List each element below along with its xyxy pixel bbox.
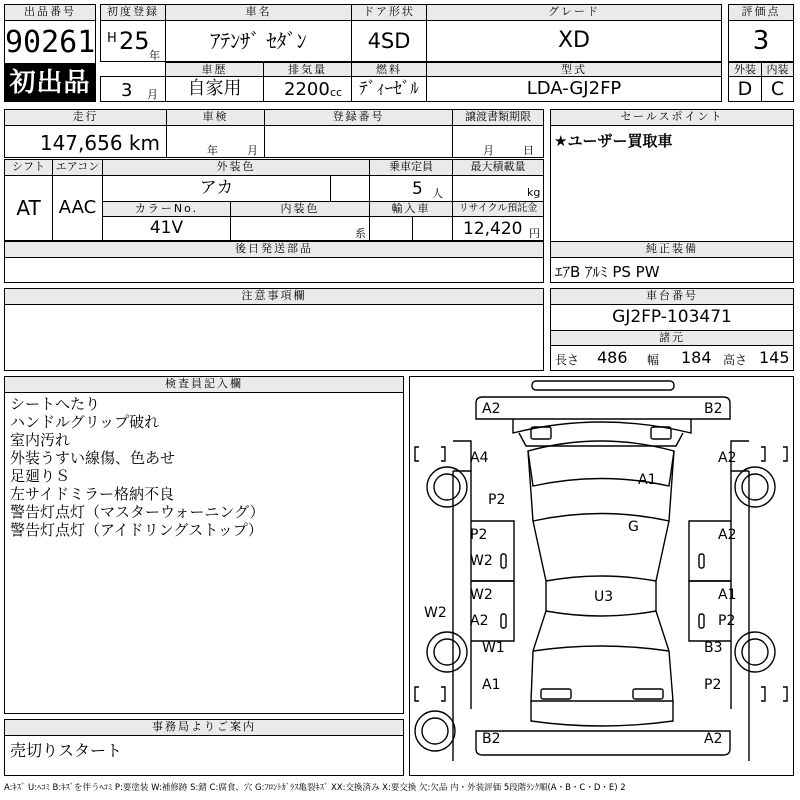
notes-label: 注意事項欄	[4, 288, 544, 305]
door-type: 4SD	[351, 20, 427, 62]
inspector-note-line: 警告灯点灯（アイドリングストップ）	[10, 521, 263, 539]
overall-score: 3	[728, 20, 794, 62]
max-load-label: 最大積載量	[452, 159, 544, 176]
max-load-cell	[452, 175, 544, 202]
recycle-fee-cell	[452, 216, 544, 241]
length-value: 486	[597, 348, 628, 367]
door-type-label: ドア形状	[351, 4, 427, 21]
displacement-cell	[263, 76, 352, 102]
damage-windshield: G	[628, 519, 639, 535]
chassis-number: GJ2FP-103471	[550, 304, 794, 331]
first-registration-label: 初度登録	[100, 4, 166, 21]
max-load-unit: kg	[527, 186, 541, 199]
damage-left-front-area: P2	[488, 492, 506, 508]
damage-front-right: B2	[704, 401, 723, 417]
damage-hood: A1	[638, 472, 657, 488]
later-parts-box	[4, 257, 544, 283]
year-unit: 年	[149, 49, 160, 62]
inspection-year-unit: 年	[207, 144, 218, 157]
exterior-color-extra-cell	[330, 175, 370, 202]
era-letter: H	[107, 31, 117, 46]
transfer-deadline-cell	[452, 125, 544, 158]
damage-left-sill: W2	[424, 605, 447, 621]
transfer-month-unit: 月	[483, 144, 494, 157]
capacity: 5	[412, 179, 423, 199]
new-listing-badge: 初出品	[4, 64, 96, 102]
lot-number-label: 出品番号	[4, 4, 96, 21]
registration-number-cell	[264, 125, 453, 158]
car-name: ｱﾃﾝｻﾞ ｾﾀﾞﾝ	[165, 20, 352, 62]
notes-box	[4, 304, 544, 371]
inspector-note-line: 外装うすい線傷、色あせ	[10, 449, 176, 467]
car-outline	[410, 377, 793, 775]
damage-right-front-door: A2	[718, 527, 737, 543]
exterior-grade: D	[728, 76, 762, 102]
length-label: 長さ	[555, 353, 580, 367]
first-registration-month-cell	[100, 76, 166, 102]
damage-roof: U3	[594, 589, 614, 605]
damage-front-left: A2	[482, 401, 501, 417]
office-notice-box	[4, 735, 404, 776]
exterior-grade-label: 外装	[728, 62, 762, 77]
mileage-label: 走行	[4, 109, 167, 126]
grade: XD	[426, 20, 722, 62]
inspector-note-line: シートへたり	[10, 395, 101, 413]
inspector-note-line: 警告灯点灯（マスターウォーニング）	[10, 503, 265, 521]
inspection-cell	[166, 125, 265, 158]
damage-left-fender: A4	[470, 450, 489, 466]
damage-legend: A:ｷｽﾞ U:ﾍｺﾐ B:ｷｽﾞを伴うﾍｺﾐ P:要塗装 W:補修跡 S:錆 C:腐食、穴 G:ﾌﾛﾝﾄｶﾞﾗｽ亀裂ｷｽﾞ XX:交換済み X:要交換 欠:欠品 内・外装評価 5段階ﾗﾝｸ順(A・B・C・D・E) 2	[4, 783, 626, 793]
displacement-label: 排気量	[263, 62, 352, 77]
import-cell-1	[369, 216, 413, 241]
inspector-notes-box	[4, 392, 404, 714]
vehicle-history: 自家用	[165, 76, 264, 102]
lot-number: 90261	[5, 25, 96, 60]
import-cell-2	[412, 216, 453, 241]
damage-left-front-door-repair: W2	[470, 553, 493, 569]
genuine-equipment-box	[550, 257, 794, 283]
inspector-notes-label: 検査員記入欄	[4, 376, 404, 393]
grade-label: グレード	[426, 4, 722, 21]
recycle-fee: 12,420	[463, 219, 523, 239]
chassis-number-label: 車台番号	[550, 288, 794, 305]
interior-grade-label: 内装	[761, 62, 794, 77]
dimensions-box	[550, 345, 794, 371]
inspector-note-line: ハンドルグリップ破れ	[10, 413, 160, 431]
sales-point-label: セールスポイント	[550, 109, 794, 126]
damage-rear-left: B2	[482, 731, 501, 747]
genuine-equipment-label: 純正装備	[550, 241, 794, 258]
history-label: 車歴	[165, 62, 264, 77]
specs-label: 諸元	[550, 330, 794, 346]
interior-color-cell	[230, 216, 370, 241]
height-value: 145	[759, 348, 790, 367]
damage-rear-right: A2	[704, 731, 723, 747]
damage-left-rear-door: A2	[470, 613, 489, 629]
damage-right-rear-door: A1	[718, 587, 737, 603]
shift-label: シフト	[4, 159, 53, 176]
recycle-fee-label: リサイクル預託金	[452, 201, 544, 217]
damage-left-rear-fender: A1	[482, 677, 501, 693]
interior-color-label: 内装色	[230, 201, 370, 217]
registration-year: 25	[119, 27, 150, 55]
inspector-notes-list	[10, 395, 265, 539]
month-unit: 月	[147, 88, 158, 101]
damage-diagram	[409, 376, 794, 776]
aircon-label: エアコン	[52, 159, 103, 176]
shift: AT	[4, 175, 53, 241]
registration-number-label: 登録番号	[264, 109, 453, 126]
capacity-label: 乗車定員	[369, 159, 453, 176]
inspection-label: 車検	[166, 109, 265, 126]
capacity-cell	[369, 175, 453, 202]
recycle-fee-unit: 円	[529, 227, 540, 240]
genuine-equipment: ｴｱB ｱﾙﾐ PS PW	[555, 263, 660, 281]
first-registration-year-cell	[100, 20, 166, 62]
damage-left-rear-fender-repair: W1	[482, 640, 505, 656]
car-name-label: 車名	[165, 4, 352, 21]
lot-number-cell	[4, 20, 96, 64]
height-label: 高さ	[723, 353, 748, 367]
sales-point-text: ★ユーザー買取車	[554, 132, 673, 150]
damage-right-rear-fender: B3	[704, 640, 723, 656]
inspector-note-line: 左サイドミラー格納不良	[10, 485, 174, 503]
color-number-label: カラーNo.	[102, 201, 231, 217]
exterior-color-label: 外装色	[102, 159, 370, 176]
damage-right-rear-fender-paint: P2	[704, 677, 722, 693]
inspection-month-unit: 月	[247, 144, 258, 157]
transfer-day-unit: 日	[523, 144, 534, 157]
import-label: 輸入車	[369, 201, 453, 217]
inspector-note-line: 室内汚れ	[10, 431, 71, 449]
damage-left-rear-door-repair: W2	[470, 587, 493, 603]
model-code: LDA-GJ2FP	[426, 76, 722, 102]
transfer-deadline-label: 譲渡書類期限	[452, 109, 544, 126]
aircon: AAC	[52, 175, 103, 241]
sales-point-box	[550, 125, 794, 243]
fuel-type: ﾃﾞｨｰｾﾞﾙ	[351, 76, 427, 102]
width-label: 幅	[647, 353, 660, 367]
fuel-label: 燃料	[351, 62, 427, 77]
exterior-color: アカ	[102, 175, 331, 202]
mileage-cell	[4, 125, 167, 158]
damage-right-rear-door-paint: P2	[718, 613, 736, 629]
interior-color-unit: 系	[355, 227, 366, 240]
damage-right-fender: A2	[718, 450, 737, 466]
displacement: 2200	[284, 79, 330, 100]
registration-month: 3	[121, 80, 133, 101]
width-value: 184	[681, 348, 712, 367]
capacity-unit: 人	[432, 187, 443, 200]
office-notice-label: 事務局よりご案内	[4, 719, 404, 736]
score-label: 評価点	[728, 4, 794, 21]
damage-left-front-door: P2	[470, 527, 488, 543]
color-number: 41V	[102, 216, 231, 241]
inspector-note-line: 足廻りＳ	[10, 467, 71, 485]
model-code-label: 型式	[426, 62, 722, 77]
office-notice-text: 売切りスタート	[10, 741, 123, 760]
later-parts-label: 後日発送部品	[4, 241, 544, 258]
displacement-unit: cc	[330, 86, 343, 99]
mileage: 147,656 km	[39, 131, 160, 155]
interior-grade: C	[761, 76, 794, 102]
